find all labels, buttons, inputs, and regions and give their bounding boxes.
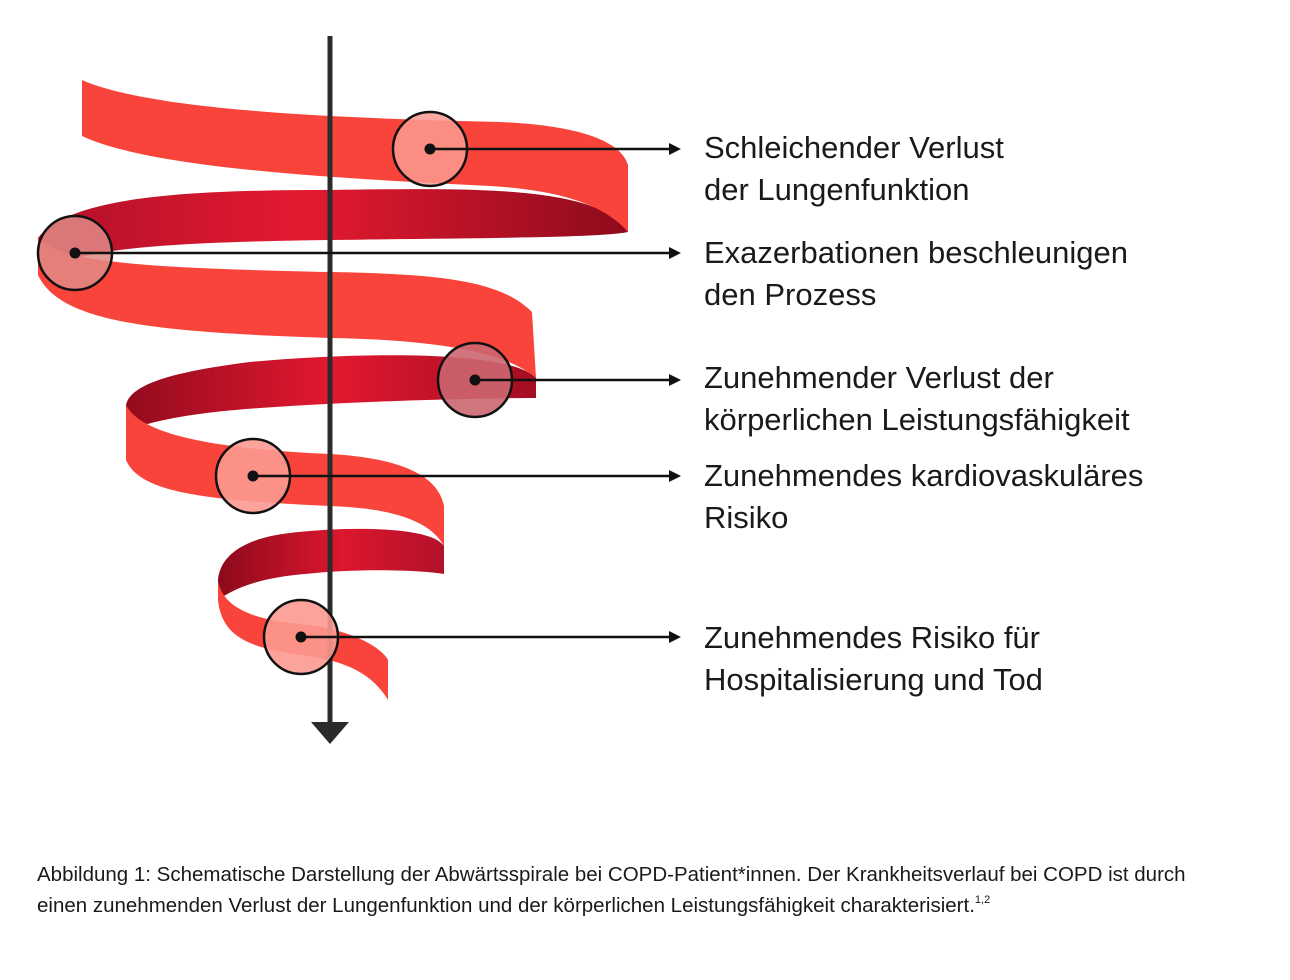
label-exacerbations [704,232,1128,316]
label-physical-capacity-loss [704,357,1130,441]
label-4-line-2: Risiko [704,500,789,535]
pointer-2 [75,247,681,259]
axis-arrowhead [311,722,349,744]
label-2-line-1: Exazerbationen beschleunigen [704,235,1128,270]
label-3-line-1: Zunehmender Verlust der [704,360,1054,395]
label-5-line-1: Zunehmendes Risiko für [704,620,1040,655]
label-1-line-2: der Lungenfunktion [704,172,970,207]
label-4-line-1: Zunehmendes kardiovaskuläres [704,458,1144,493]
figure-caption [37,859,1237,921]
ribbon-back-1 [38,189,628,275]
label-3-line-2: körperlichen Leistungsfähigkeit [704,402,1130,437]
label-2-line-2: den Prozess [704,277,877,312]
label-lung-function-loss [704,127,1004,211]
label-cardiovascular-risk [704,455,1143,539]
label-5-line-2: Hospitalisierung und Tod [704,662,1043,697]
label-hospitalization-death-risk [704,617,1043,701]
label-1-line-1: Schleichender Verlust [704,130,1004,165]
caption-superscript: 1,2 [974,894,991,906]
caption-text: Abbildung 1: Schematische Darstellung der Abwärtsspirale bei COPD-Patient*innen. Der Krankheitsverlauf bei COPD ist durch einen zunehmenden Verlust der Lungenfunktion und der körperlichen Leistungsfähigkeit charakterisiert. [37,863,1186,917]
